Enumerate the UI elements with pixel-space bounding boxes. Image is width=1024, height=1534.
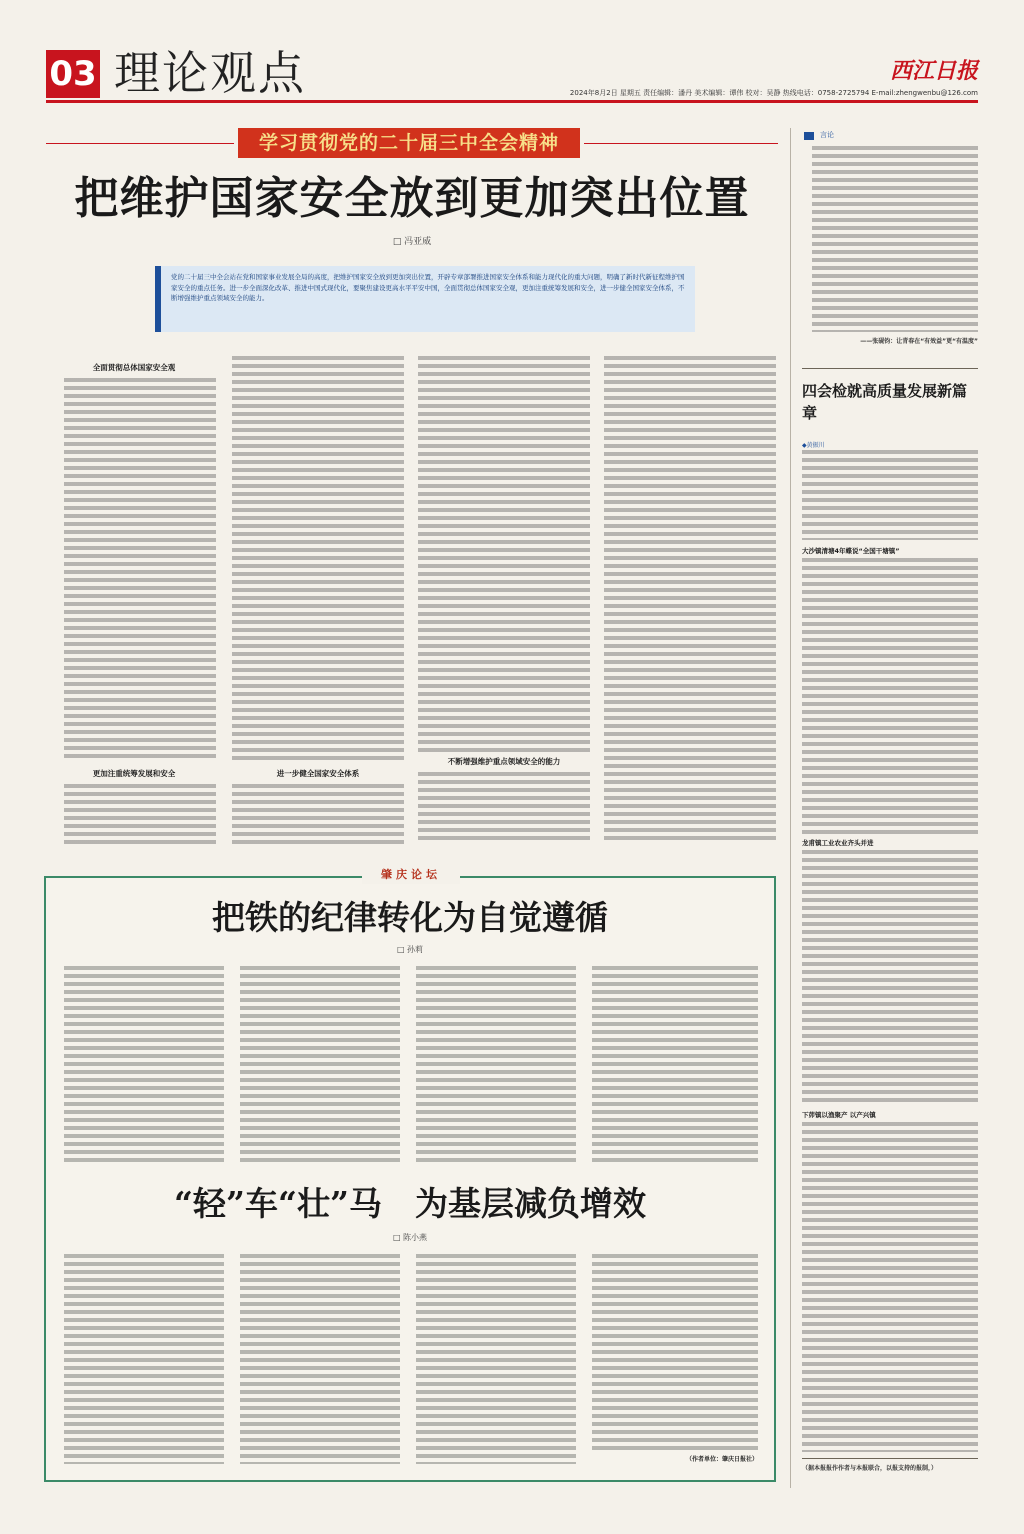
article-abstract: 党的二十届三中全会站在党和国家事业发展全局的高度，把维护国家安全放到更加突出位置，开辟专章部署推进国家安全体系和能力现代化的重大问题，明确了新时代新征程维护国家安全的重点任务。进一步全面深化改革、推进中国式现代化，要聚焦建设更高水平平安中国，全面贯彻总体国家安全观，更加注重统筹发展和安全，进一步健全国家安全体系，不断增强维护重点领域安全的能力。 [155,266,695,332]
sidebar-footer-note: （据本报报作作者与本报联合，以报支持的报制，） [802,1465,938,1472]
sidebar-byline: ◆黄振川 [802,442,825,449]
commentary-author-2: □ 陈小燕 [392,1233,428,1242]
banner-rule-right [584,143,778,144]
subhead-2: 更加注重统筹发展和安全 [92,769,176,778]
article-column [64,378,216,762]
commentary-column [64,966,224,1166]
sidebar-divider [790,128,791,1488]
page-number: 03 [46,50,100,98]
commentary-column [592,1254,758,1450]
commentary-author-1: □ 孙莉 [396,945,424,954]
main-headline: 把维护国家安全放到更加突出位置 [74,173,750,224]
commentary-column [592,966,758,1166]
header-rule [46,100,978,103]
sidebar-section-label: 言论 [820,131,834,139]
sidebar-headline: 四会检就高质量发展新篇章 [802,382,968,422]
article-column [418,772,590,844]
banner-rule-left [46,143,234,144]
commentary-column [64,1254,224,1464]
sidebar-rule [802,368,978,369]
main-author: □ 冯亚威 [392,237,432,247]
article-column [64,784,216,844]
article-column [232,784,404,844]
sidebar-column [802,450,978,540]
header-meta: 2024年8月2日 星期五 责任编辑：潘丹 美术编辑：谭伟 校对：吴静 热线电话：0758-2725794 E-mail:zhengwenbu@126.com [569,89,978,97]
commentary-headline-2: “轻”车“壮”马 为基层减负增效 [174,1184,646,1223]
subhead-4: 不断增强维护重点领域安全的能力 [447,757,561,766]
commentary-column [416,966,576,1166]
article-column [232,356,404,762]
article-column [418,356,590,752]
newspaper-masthead-logo: 西江日报 [889,58,978,84]
sidebar-subhead-1: 大沙镇清塘4年蝶说“全国干塘镇” [802,547,900,555]
sidebar-column [802,1122,978,1452]
section-title: 理论观点 [114,46,306,100]
subhead-3: 进一步健全国家安全体系 [276,769,360,778]
sidebar-rule [802,1458,978,1459]
commentary-column [240,966,400,1166]
sidebar-column [812,146,978,332]
sidebar-subhead-3: 下茆镇以渔聚产 以产兴镇 [802,1111,876,1119]
subhead-1: 全面贯彻总体国家安全观 [92,363,176,372]
section-marker-icon [804,132,814,140]
sidebar-quote-attribution: ——张砚钧：让青春在“有效益”更“有温度” [860,338,978,345]
commentary-column [416,1254,576,1464]
commentary-headline-1: 把铁的纪律转化为自觉遵循 [212,898,608,937]
sidebar-subhead-2: 龙甫镇工业农业齐头并进 [802,839,874,847]
commentary-column [240,1254,400,1464]
sidebar-column [802,850,978,1106]
series-banner: 学习贯彻党的二十届三中全会精神 [238,128,580,158]
commentary-label: 肇庆论坛 [362,866,460,884]
commentary-note: （作者单位：肇庆日报社） [685,1456,758,1463]
article-column [604,356,776,844]
sidebar-column [802,558,978,834]
